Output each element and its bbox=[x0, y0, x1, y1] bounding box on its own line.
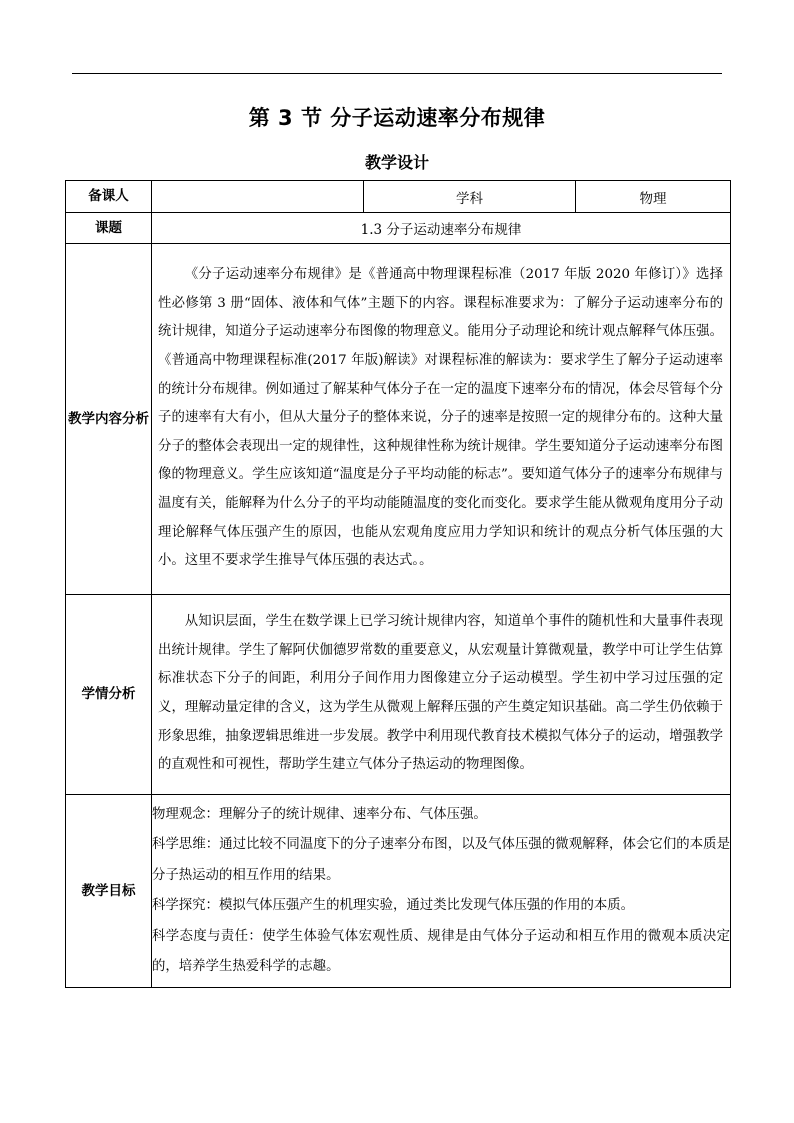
learner-analysis-text: 从知识层面，学生在数学课上已学习统计规律内容，知道单个事件的随机性和大量事件表现出统计规律。学生了解阿伏伽德罗常数的重要意义，从宏观量计算微观量，教学中可让学生估算标准状态下分子的间距，利用分子间作用力图像建立分子运动模型。学生初中学习过压强的定义，理解动量定律的含义，这为学生从微观上解释压强的产生奠定知识基础。高二学生仍依赖于形象思维，抽象逻辑思维进一步发展。教学中利用现代教育技术模拟气体分子的运动，增强教学的直观性和可视性，帮助学生建立气体分子热运动的物理图像。 bbox=[158, 614, 723, 773]
content-analysis-label bbox=[66, 244, 152, 595]
topic-value: 1.3 分子运动速率分布规律 bbox=[152, 213, 731, 244]
table-row bbox=[66, 595, 731, 795]
objectives-label: 教学目标 bbox=[66, 795, 152, 988]
table-row bbox=[66, 795, 731, 988]
subject-value: 物理 bbox=[576, 181, 731, 213]
topic-label: 课题 bbox=[66, 213, 152, 244]
learner-analysis-cell bbox=[152, 595, 731, 795]
objectives-cell bbox=[152, 795, 731, 988]
teacher-label: 备课人 bbox=[66, 181, 152, 213]
document-title: 第 3 节 分子运动速率分布规律 bbox=[248, 106, 546, 130]
objective-scientific-thinking: 科学思维：通过比较不同温度下的分子速率分布图，以及气体压强的微观解释，体会它们的本质是分子热运动的相互作用的结果。 bbox=[152, 837, 730, 883]
table-row bbox=[66, 181, 731, 213]
teacher-value bbox=[152, 181, 364, 213]
header-rule bbox=[72, 73, 722, 74]
objective-scientific-attitude: 科学态度与责任：使学生体验气体宏观性质、规律是由气体分子运动和相互作用的微观本质决定的，培养学生热爱科学的志趣。 bbox=[152, 928, 730, 974]
table-row bbox=[66, 213, 731, 244]
table-row bbox=[66, 244, 731, 595]
lesson-plan-table bbox=[65, 180, 731, 988]
content-analysis-text: 《分子运动速率分布规律》是《普通高中物理课程标准（2017 年版 2020 年修订）》选择性必修第 3 册“固体、液体和气体”主题下的内容。课程标准要求为：了解分子运动速率分布的统计规律，知道分子运动速率分布图像的物理意义。能用分子动理论和统计观点解释气体压强。《普通高中物理课程标准(2017 年版)解读》对课程标准的解读为：要求学生了解分子运动速率的统计分布规律。例如通过了解某种气体分子在一定的温度下速率分布的情况，体会尽管每个分子的速率有大有小，但从大量分子的整体来说，分子的速率是按照一定的规律分布的。这种大量分子的整体会表现出一定的规律性，这种规律性称为统计规律。学生要知道分子运动速率分布图像的物理意义。学生应该知道“温度是分子平均动能的标志”。要知道气体分子的速率分布规律与温度有关，能解释为什么分子的平均动能随温度的变化而变化。要求学生能从微观角度用分子动理论解释气体压强产生的原因，也能从宏观角度应用力学知识和统计的观点分析气体压强的大小。这里不要求学生推导气体压强的表达式。。 bbox=[158, 267, 723, 569]
objective-scientific-inquiry: 科学探究：模拟气体压强产生的机理实验，通过类比发现气体压强的作用的本质。 bbox=[152, 898, 635, 913]
subject-label: 学科 bbox=[364, 181, 576, 213]
objective-physics-concept: 物理观念：理解分子的统计规律、速率分布、气体压强。 bbox=[152, 806, 487, 822]
content-analysis-label-text: 教学内容分析 bbox=[68, 410, 149, 427]
learner-analysis-label: 学情分析 bbox=[66, 595, 152, 795]
content-analysis-cell bbox=[152, 244, 731, 595]
document-subtitle: 教学设计 bbox=[364, 153, 429, 172]
